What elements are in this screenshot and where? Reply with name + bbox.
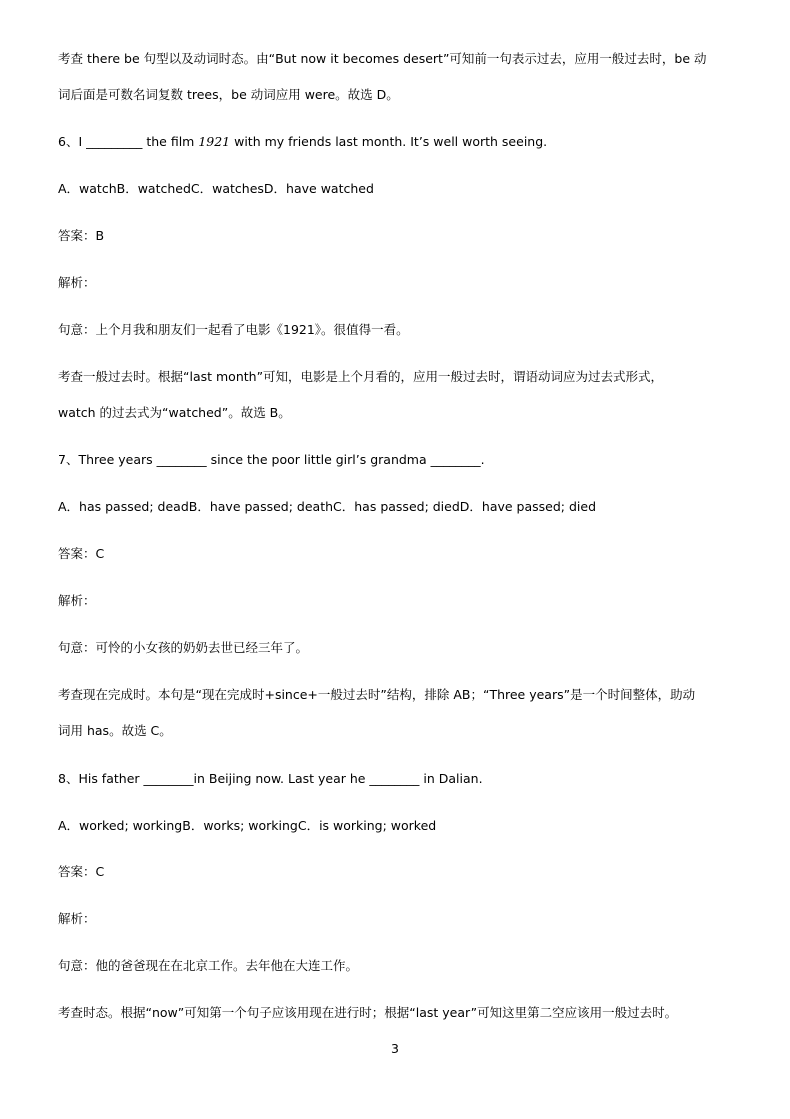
question-7-options: A．has passed; deadB．have passed; deathC．has passed; diedD．have passed; died <box>58 499 597 514</box>
question-8-explanation: 考查时态。根据“now”可知第一个句子应该用现在进行时；根据“last year”可知这里第二空应该用一般过去时。 <box>58 1005 678 1020</box>
question-8-meaning: 句意：他的爸爸现在在北京工作。去年他在大连工作。 <box>58 958 359 973</box>
explanation-line-5b: 词后面是可数名词复数 trees，be 动词应用 were。故选 D。 <box>58 87 399 102</box>
question-7-answer: 答案：C <box>58 546 105 561</box>
question-8-options: A．worked; workingB．works; workingC．is working; worked <box>58 818 437 833</box>
question-6-film-title: 1921 <box>198 134 231 149</box>
question-7-explanation-b: 词用 has。故选 C。 <box>58 723 172 738</box>
question-8-analysis-label: 解析： <box>58 911 96 926</box>
question-6-explanation-a: 考查一般过去时。根据“last month”可知，电影是上个月看的，应用一般过去时，谓语动词应为过去式形式， <box>58 369 664 384</box>
question-7-explanation-a: 考查现在完成时。本句是“现在完成时+since+一般过去时”结构，排除 AB；“Three years”是一个时间整体，助动 <box>58 687 696 702</box>
question-8-answer: 答案：C <box>58 864 105 879</box>
explanation-line-5a: 考查 there be 句型以及动词时态。由“But now it becomes desert”可知前一句表示过去，应用一般过去时，be 动 <box>58 51 707 66</box>
question-6-explanation-b: watch 的过去式为“watched”。故选 B。 <box>58 405 291 420</box>
page-number: 3 <box>391 1041 399 1056</box>
question-7: 7、Three years ________ since the poor little girl’s grandma ________. <box>58 452 485 467</box>
question-6-answer: 答案：B <box>58 228 105 243</box>
question-6 <box>58 134 736 150</box>
question-8: 8、His father ________in Beijing now. Last year he ________ in Dalian. <box>58 771 483 786</box>
question-6-options: A．watchB．watchedC．watchesD．have watched <box>58 181 374 196</box>
question-6-text-b: with my friends last month. It’s well worth seeing. <box>230 134 548 149</box>
question-7-analysis-label: 解析： <box>58 593 96 608</box>
question-6-meaning: 句意：上个月我和朋友们一起看了电影《1921》。很值得一看。 <box>58 322 409 337</box>
question-7-meaning: 句意：可怜的小女孩的奶奶去世已经三年了。 <box>58 640 309 655</box>
question-6-text-a: 6、I _________ the film <box>58 134 199 149</box>
question-6-analysis-label: 解析： <box>58 275 96 290</box>
